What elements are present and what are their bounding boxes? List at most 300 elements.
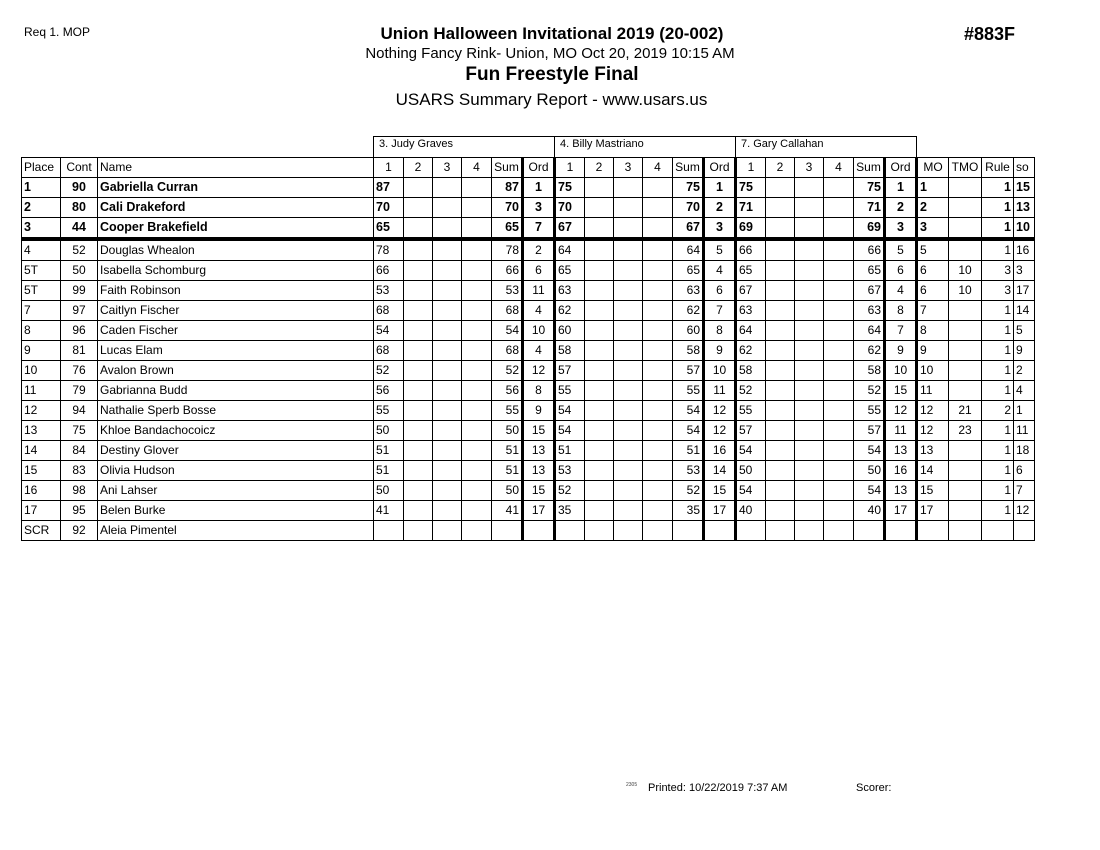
table-row	[22, 361, 1035, 381]
score-3-cell	[433, 461, 462, 481]
col-j3-s4: 4	[824, 158, 854, 178]
score-3-cell	[614, 401, 643, 421]
score-4-cell	[462, 361, 492, 381]
event-title: Union Halloween Invitational 2019 (20-002)	[380, 24, 724, 43]
cont-cell: 99	[61, 281, 98, 301]
so-cell: 9	[1014, 341, 1035, 361]
table-row	[22, 321, 1035, 341]
score-4-cell	[643, 521, 673, 541]
score-1-cell: 87	[374, 178, 404, 198]
score-1-cell: 50	[736, 461, 766, 481]
score-4-cell	[462, 321, 492, 341]
ordinal-cell: 12	[704, 401, 736, 421]
ordinal-cell: 13	[523, 441, 555, 461]
score-2-cell	[766, 198, 795, 218]
sum-cell: 53	[492, 281, 523, 301]
tmo-cell	[949, 481, 982, 501]
table-row	[22, 381, 1035, 401]
score-4-cell	[462, 501, 492, 521]
col-name: Name	[98, 158, 374, 178]
tmo-cell	[949, 178, 982, 198]
ordinal-cell: 15	[523, 421, 555, 441]
score-4-cell	[462, 521, 492, 541]
score-1-cell: 53	[555, 461, 585, 481]
score-1-cell: 65	[374, 218, 404, 240]
ordinal-cell: 12	[885, 401, 917, 421]
tmo-cell	[949, 501, 982, 521]
rule-cell: 3	[982, 261, 1014, 281]
col-so: so	[1014, 158, 1035, 178]
ordinal-cell: 11	[885, 421, 917, 441]
score-4-cell	[643, 341, 673, 361]
mo-cell: 7	[917, 301, 949, 321]
score-2-cell	[766, 239, 795, 261]
score-3-cell	[433, 301, 462, 321]
tmo-cell	[949, 441, 982, 461]
col-j2-s3: 3	[614, 158, 643, 178]
table-row	[22, 178, 1035, 198]
score-4-cell	[462, 341, 492, 361]
score-4-cell	[643, 178, 673, 198]
sum-cell: 75	[854, 178, 885, 198]
score-2-cell	[404, 218, 433, 240]
score-4-cell	[643, 321, 673, 341]
name-cell: Nathalie Sperb Bosse	[98, 401, 374, 421]
judge-header-row	[22, 137, 1035, 158]
ordinal-cell: 4	[523, 341, 555, 361]
col-j3-ord: Ord	[885, 158, 917, 178]
tmo-cell	[949, 461, 982, 481]
score-1-cell: 35	[555, 501, 585, 521]
score-1-cell: 62	[736, 341, 766, 361]
score-3-cell	[795, 239, 824, 261]
ordinal-cell: 15	[885, 381, 917, 401]
so-cell: 15	[1014, 178, 1035, 198]
report-code: #883F	[964, 24, 1016, 44]
mo-cell	[917, 521, 949, 541]
score-4-cell	[462, 178, 492, 198]
sum-cell: 58	[854, 361, 885, 381]
mo-cell: 15	[917, 481, 949, 501]
cont-cell: 84	[61, 441, 98, 461]
score-4-cell	[824, 441, 854, 461]
score-2-cell	[585, 281, 614, 301]
sum-cell: 55	[492, 401, 523, 421]
score-4-cell	[462, 441, 492, 461]
sum-cell: 71	[854, 198, 885, 218]
sum-cell: 54	[854, 481, 885, 501]
score-3-cell	[433, 501, 462, 521]
tmo-cell	[949, 381, 982, 401]
place-cell: 1	[22, 178, 61, 198]
col-j1-s2: 2	[404, 158, 433, 178]
cont-cell: 80	[61, 198, 98, 218]
col-mo: MO	[917, 158, 949, 178]
cont-cell: 92	[61, 521, 98, 541]
rule-cell: 1	[982, 301, 1014, 321]
rule-cell: 1	[982, 481, 1014, 501]
mo-cell: 3	[917, 218, 949, 240]
ordinal-cell: 9	[523, 401, 555, 421]
ordinal-cell: 3	[885, 218, 917, 240]
sum-cell: 70	[492, 198, 523, 218]
table-row	[22, 198, 1035, 218]
score-1-cell: 56	[374, 381, 404, 401]
score-2-cell	[404, 441, 433, 461]
name-cell: Gabrianna Budd	[98, 381, 374, 401]
ordinal-cell: 10	[704, 361, 736, 381]
sum-cell: 40	[854, 501, 885, 521]
tmo-cell	[949, 239, 982, 261]
score-4-cell	[643, 461, 673, 481]
sum-cell: 57	[673, 361, 704, 381]
judge-2-name: 4. Billy Mastriano	[555, 137, 736, 158]
name-cell: Caden Fischer	[98, 321, 374, 341]
score-2-cell	[585, 421, 614, 441]
so-cell: 4	[1014, 381, 1035, 401]
score-2-cell	[766, 281, 795, 301]
score-2-cell	[404, 178, 433, 198]
score-2-cell	[766, 481, 795, 501]
score-3-cell	[795, 481, 824, 501]
score-2-cell	[766, 178, 795, 198]
col-cont: Cont	[61, 158, 98, 178]
sum-cell: 67	[673, 218, 704, 240]
score-1-cell: 50	[374, 481, 404, 501]
score-3-cell	[614, 481, 643, 501]
score-1-cell: 54	[736, 481, 766, 501]
score-4-cell	[824, 281, 854, 301]
name-cell: Aleia Pimentel	[98, 521, 374, 541]
cont-cell: 79	[61, 381, 98, 401]
score-3-cell	[614, 461, 643, 481]
score-3-cell	[433, 521, 462, 541]
score-3-cell	[433, 381, 462, 401]
ordinal-cell: 10	[885, 361, 917, 381]
ordinal-cell: 11	[523, 281, 555, 301]
score-3-cell	[433, 421, 462, 441]
sum-cell	[492, 521, 523, 541]
tmo-cell	[949, 198, 982, 218]
mo-cell: 1	[917, 178, 949, 198]
ordinal-cell: 17	[523, 501, 555, 521]
ordinal-cell: 8	[523, 381, 555, 401]
ordinal-cell: 17	[704, 501, 736, 521]
name-cell: Cali Drakeford	[98, 198, 374, 218]
sum-cell: 65	[854, 261, 885, 281]
ordinal-cell: 10	[523, 321, 555, 341]
score-3-cell	[433, 261, 462, 281]
score-3-cell	[795, 261, 824, 281]
score-1-cell	[555, 521, 585, 541]
ordinal-cell: 12	[704, 421, 736, 441]
rule-cell: 2	[982, 401, 1014, 421]
score-4-cell	[643, 481, 673, 501]
sum-cell: 52	[492, 361, 523, 381]
col-j1-s1: 1	[374, 158, 404, 178]
place-cell: 5T	[22, 261, 61, 281]
score-2-cell	[585, 521, 614, 541]
score-2-cell	[766, 381, 795, 401]
sum-cell: 51	[673, 441, 704, 461]
event-name: Fun Freestyle Final	[465, 64, 639, 85]
mo-cell: 9	[917, 341, 949, 361]
score-2-cell	[585, 321, 614, 341]
ordinal-cell: 1	[885, 178, 917, 198]
score-1-cell: 67	[736, 281, 766, 301]
score-1-cell: 55	[374, 401, 404, 421]
rule-cell: 1	[982, 321, 1014, 341]
so-cell: 16	[1014, 239, 1035, 261]
table-row	[22, 261, 1035, 281]
score-1-cell: 50	[374, 421, 404, 441]
score-2-cell	[585, 239, 614, 261]
score-3-cell	[614, 341, 643, 361]
table-row	[22, 301, 1035, 321]
score-3-cell	[795, 381, 824, 401]
score-1-cell: 54	[555, 421, 585, 441]
ordinal-cell: 13	[885, 481, 917, 501]
score-4-cell	[643, 361, 673, 381]
score-1-cell: 57	[555, 361, 585, 381]
cont-cell: 97	[61, 301, 98, 321]
score-1-cell: 75	[555, 178, 585, 198]
score-2-cell	[404, 239, 433, 261]
table-row	[22, 441, 1035, 461]
score-3-cell	[433, 198, 462, 218]
ordinal-cell: 6	[885, 261, 917, 281]
score-3-cell	[614, 441, 643, 461]
score-3-cell	[795, 218, 824, 240]
score-3-cell	[433, 321, 462, 341]
score-2-cell	[404, 261, 433, 281]
table-row	[22, 401, 1035, 421]
ordinal-cell: 2	[704, 198, 736, 218]
score-2-cell	[404, 461, 433, 481]
place-cell: 4	[22, 239, 61, 261]
score-2-cell	[404, 301, 433, 321]
ordinal-cell: 7	[704, 301, 736, 321]
ordinal-cell: 16	[704, 441, 736, 461]
score-1-cell: 68	[374, 301, 404, 321]
score-1-cell: 78	[374, 239, 404, 261]
tmo-cell	[949, 521, 982, 541]
so-cell: 6	[1014, 461, 1035, 481]
name-cell: Destiny Glover	[98, 441, 374, 461]
col-j3-s2: 2	[766, 158, 795, 178]
sum-cell: 52	[854, 381, 885, 401]
score-2-cell	[766, 461, 795, 481]
name-cell: Gabriella Curran	[98, 178, 374, 198]
sum-cell: 67	[854, 281, 885, 301]
ordinal-cell	[704, 521, 736, 541]
mo-cell: 17	[917, 501, 949, 521]
place-cell: 2	[22, 198, 61, 218]
score-2-cell	[404, 521, 433, 541]
score-3-cell	[795, 361, 824, 381]
score-3-cell	[614, 239, 643, 261]
table-row	[22, 501, 1035, 521]
so-cell: 13	[1014, 198, 1035, 218]
score-2-cell	[404, 341, 433, 361]
score-3-cell	[795, 178, 824, 198]
col-j1-s4: 4	[462, 158, 492, 178]
score-4-cell	[824, 218, 854, 240]
score-1-cell: 58	[555, 341, 585, 361]
score-2-cell	[585, 401, 614, 421]
score-2-cell	[404, 501, 433, 521]
ordinal-cell: 7	[885, 321, 917, 341]
score-1-cell: 53	[374, 281, 404, 301]
cont-cell: 75	[61, 421, 98, 441]
ordinal-cell	[885, 521, 917, 541]
score-1-cell: 58	[736, 361, 766, 381]
col-j3-s1: 1	[736, 158, 766, 178]
place-cell: SCR	[22, 521, 61, 541]
mo-cell: 2	[917, 198, 949, 218]
sum-cell: 63	[854, 301, 885, 321]
score-4-cell	[824, 461, 854, 481]
score-2-cell	[585, 341, 614, 361]
score-1-cell	[736, 521, 766, 541]
tmo-cell: 10	[949, 261, 982, 281]
ordinal-cell: 6	[523, 261, 555, 281]
score-1-cell: 66	[374, 261, 404, 281]
sum-cell: 54	[673, 421, 704, 441]
score-1-cell: 51	[374, 441, 404, 461]
place-cell: 16	[22, 481, 61, 501]
score-4-cell	[824, 198, 854, 218]
score-2-cell	[404, 198, 433, 218]
score-1-cell: 64	[736, 321, 766, 341]
col-j3-s3: 3	[795, 158, 824, 178]
score-2-cell	[766, 501, 795, 521]
tmo-cell	[949, 361, 982, 381]
sum-cell: 60	[673, 321, 704, 341]
sum-cell: 51	[492, 441, 523, 461]
sum-cell: 69	[854, 218, 885, 240]
score-3-cell	[614, 381, 643, 401]
place-cell: 11	[22, 381, 61, 401]
score-1-cell: 54	[736, 441, 766, 461]
place-cell: 5T	[22, 281, 61, 301]
score-4-cell	[824, 381, 854, 401]
score-2-cell	[585, 261, 614, 281]
ordinal-cell: 13	[885, 441, 917, 461]
tmo-cell	[949, 321, 982, 341]
so-cell: 2	[1014, 361, 1035, 381]
table-row	[22, 218, 1035, 240]
mo-cell: 10	[917, 361, 949, 381]
score-2-cell	[404, 421, 433, 441]
sum-cell: 75	[673, 178, 704, 198]
venue-line: Nothing Fancy Rink- Union, MO Oct 20, 2019 10:15 AM	[365, 45, 735, 62]
col-place: Place	[22, 158, 61, 178]
score-2-cell	[766, 321, 795, 341]
score-4-cell	[643, 381, 673, 401]
score-4-cell	[824, 521, 854, 541]
score-2-cell	[404, 361, 433, 381]
score-3-cell	[795, 281, 824, 301]
score-3-cell	[433, 281, 462, 301]
score-1-cell: 62	[555, 301, 585, 321]
score-4-cell	[462, 381, 492, 401]
sum-cell: 54	[492, 321, 523, 341]
name-cell: Khloe Bandachocoicz	[98, 421, 374, 441]
score-4-cell	[824, 261, 854, 281]
col-rule: Rule	[982, 158, 1014, 178]
score-3-cell	[614, 521, 643, 541]
place-cell: 8	[22, 321, 61, 341]
judge-1-name: 3. Judy Graves	[374, 137, 555, 158]
score-4-cell	[462, 261, 492, 281]
score-4-cell	[643, 239, 673, 261]
so-cell: 7	[1014, 481, 1035, 501]
score-2-cell	[404, 381, 433, 401]
score-1-cell: 55	[555, 381, 585, 401]
name-cell: Avalon Brown	[98, 361, 374, 381]
place-cell: 13	[22, 421, 61, 441]
sum-cell: 65	[673, 261, 704, 281]
sum-cell: 68	[492, 301, 523, 321]
sum-cell: 41	[492, 501, 523, 521]
score-2-cell	[585, 198, 614, 218]
score-3-cell	[614, 361, 643, 381]
score-2-cell	[585, 461, 614, 481]
sum-cell: 65	[492, 218, 523, 240]
score-2-cell	[766, 361, 795, 381]
score-4-cell	[643, 261, 673, 281]
report-name: USARS Summary Report - www.usars.us	[395, 90, 708, 109]
score-4-cell	[462, 401, 492, 421]
score-2-cell	[585, 501, 614, 521]
name-cell: Caitlyn Fischer	[98, 301, 374, 321]
name-cell: Ani Lahser	[98, 481, 374, 501]
score-3-cell	[433, 401, 462, 421]
score-1-cell: 51	[555, 441, 585, 461]
place-cell: 7	[22, 301, 61, 321]
col-j1-ord: Ord	[523, 158, 555, 178]
printed-timestamp: Printed: 10/22/2019 7:37 AM	[648, 782, 788, 794]
sum-cell: 78	[492, 239, 523, 261]
ordinal-cell: 15	[523, 481, 555, 501]
version-mark: 2305	[626, 782, 638, 788]
score-3-cell	[795, 421, 824, 441]
score-2-cell	[585, 178, 614, 198]
score-1-cell: 52	[555, 481, 585, 501]
score-3-cell	[614, 281, 643, 301]
table-row	[22, 281, 1035, 301]
ordinal-cell: 4	[885, 281, 917, 301]
tmo-cell: 23	[949, 421, 982, 441]
score-1-cell: 52	[736, 381, 766, 401]
score-3-cell	[614, 301, 643, 321]
rule-cell: 1	[982, 381, 1014, 401]
so-cell: 5	[1014, 321, 1035, 341]
cont-cell: 98	[61, 481, 98, 501]
sum-cell: 62	[854, 341, 885, 361]
cont-cell: 90	[61, 178, 98, 198]
name-cell: Belen Burke	[98, 501, 374, 521]
score-2-cell	[585, 441, 614, 461]
cont-cell: 76	[61, 361, 98, 381]
tmo-cell: 10	[949, 281, 982, 301]
rule-cell: 1	[982, 461, 1014, 481]
score-4-cell	[462, 198, 492, 218]
sum-cell: 50	[492, 481, 523, 501]
rule-cell: 1	[982, 198, 1014, 218]
score-4-cell	[643, 218, 673, 240]
